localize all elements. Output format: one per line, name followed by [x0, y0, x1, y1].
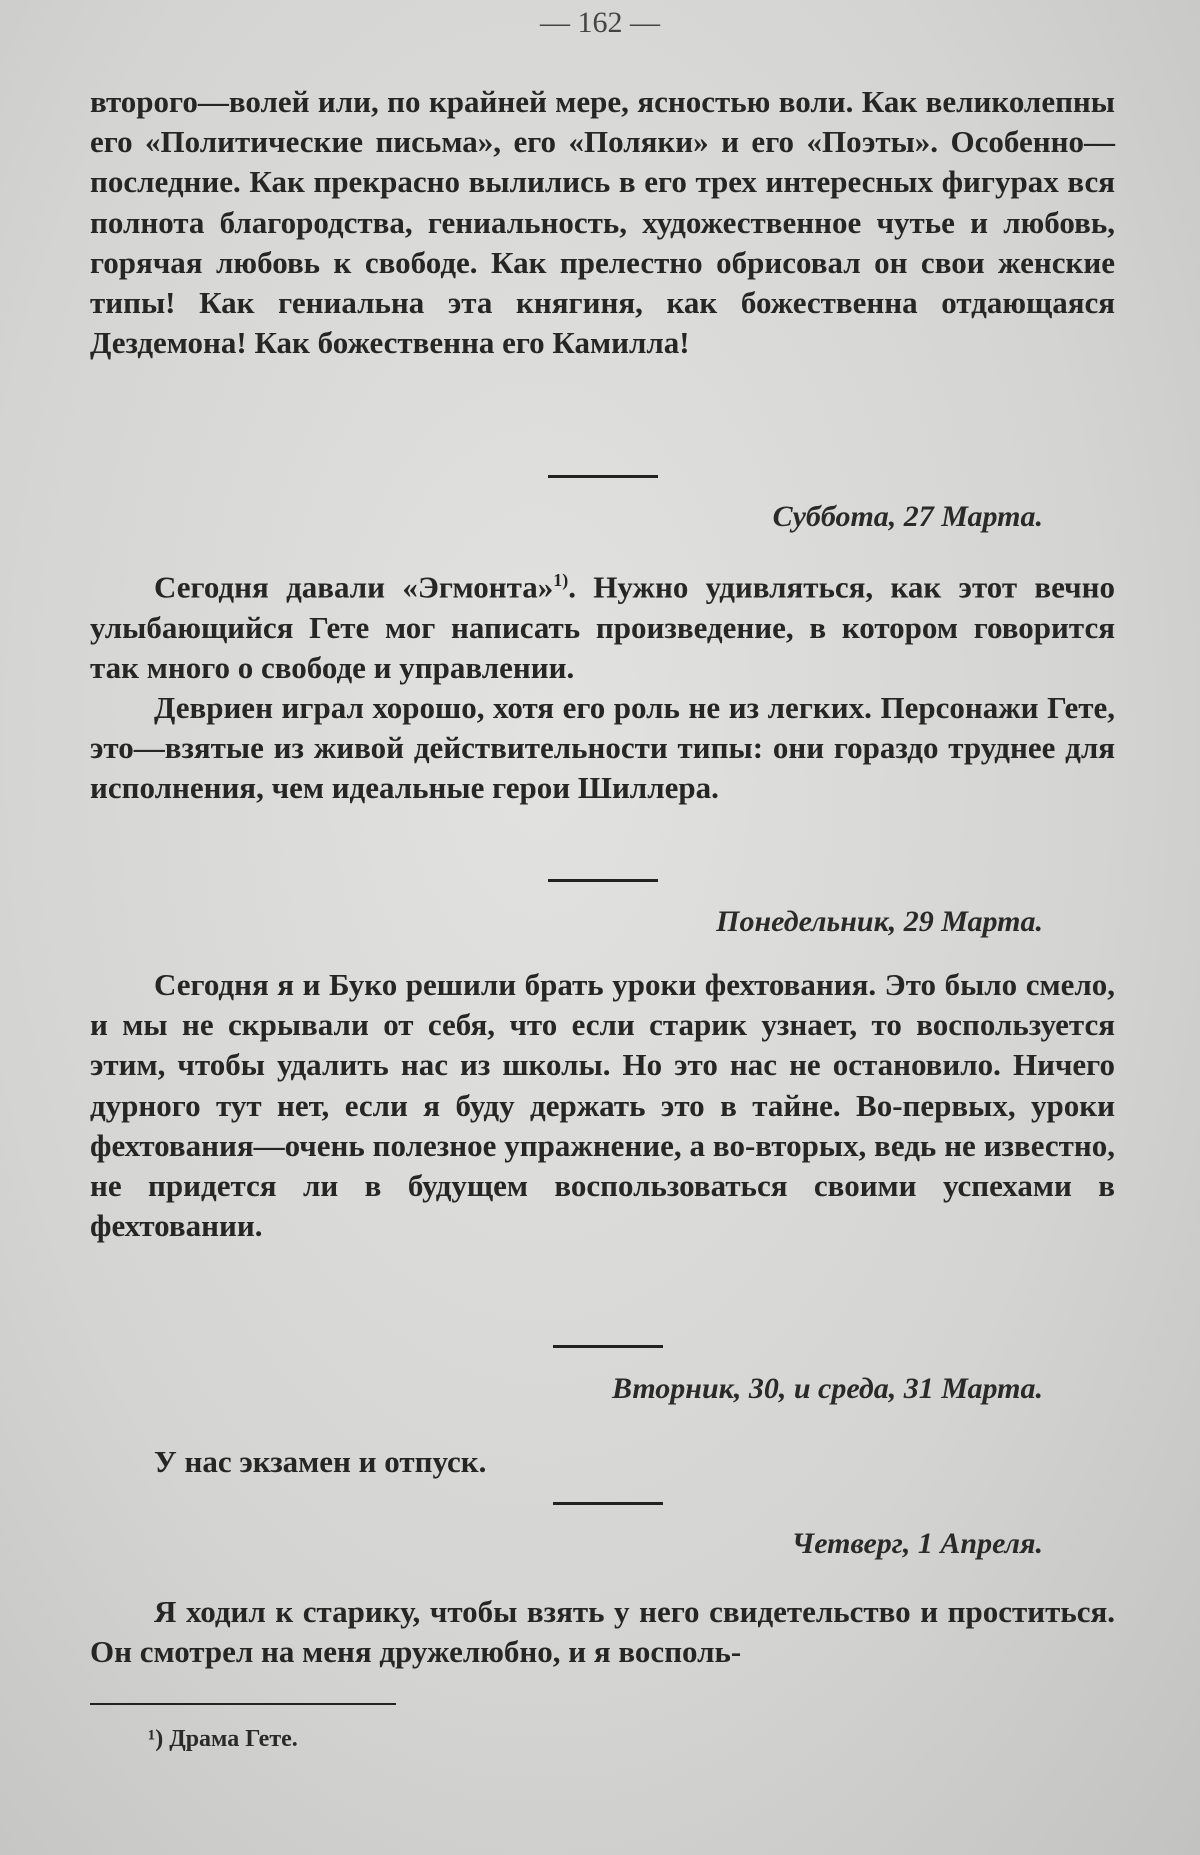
dateline-tuesday-wednesday: Вторник, 30, и среда, 31 Марта.	[611, 1372, 1043, 1405]
section-separator	[548, 879, 658, 882]
entry-monday	[90, 965, 1115, 1246]
section-separator	[548, 475, 658, 478]
dateline-monday: Понедельник, 29 Марта.	[716, 905, 1043, 938]
paragraph-text: Сегодня я и Буко решили брать уроки фехтования. Это было смело, и мы не скрывали от себя, что если старик узнает, то воспользуется этим, чтобы удалить нас из школы. Но это нас не остановило. Ничего дурного тут нет, если я буду держать это в тайне. Во-первых, уроки фехтования—очень полезное упражнение, а во-вторых, ведь не известно, не придется ли в будущем воспользоваться своими успехами в фехтовании.	[90, 967, 1115, 1244]
footnote	[148, 1726, 298, 1753]
paragraph-text: второго—волей или, по крайней мере, ясностью воли. Как великолепны его «Политические письма», его «Поляки» и его «Поэты». Особенно—последние. Как прекрасно вылились в его трех интересных фигурах вся полнота благородства, гениальность, художественное чутье и любовь, горячая любовь к свободе. Как прелестно обрисовал он свои женские типы! Как гениальна эта княгиня, как божественна отдающаяся Дездемона! Как божественна его Камилла!	[90, 84, 1115, 361]
section-separator	[553, 1345, 663, 1348]
footnote-marker: ¹)	[148, 1726, 164, 1752]
paragraph-text: Девриен играл хорошо, хотя его роль не из легких. Персонажи Гете, это—взятые из живой действительности типы: они гораздо труднее для исполнения, чем идеальные герои Шиллера.	[90, 689, 1115, 806]
paragraph-text: У нас экзамен и отпуск.	[154, 1444, 487, 1479]
section-separator	[553, 1502, 663, 1505]
entry-thursday	[90, 1592, 1115, 1672]
entry-saturday	[90, 560, 1115, 809]
footnote-rule	[90, 1703, 396, 1705]
paragraph-text-end: . Нужно удивляться, как этот вечно улыбающийся Гете мог написать произведение, в котором говорится так много о свободе и управлении.	[90, 569, 1115, 685]
paragraph-text	[90, 560, 1115, 688]
paragraph-text: Я ходил к старику, чтобы взять у него свидетельство и проститься. Он смотрел на меня дружелюбно, и я восполь-	[90, 1594, 1115, 1670]
dateline-thursday: Четверг, 1 Апреля.	[791, 1527, 1043, 1560]
footnote-ref: 1)	[553, 570, 569, 590]
footnote-text: Драма Гете.	[169, 1726, 298, 1752]
dateline-saturday: Суббота, 27 Марта.	[772, 500, 1043, 533]
paragraph-text-start: Сегодня давали «Эгмонта»	[154, 569, 554, 605]
entry-tuesday-wednesday	[90, 1442, 1115, 1482]
page-number: — 162 —	[540, 6, 660, 39]
paragraph-continuation	[90, 82, 1115, 363]
